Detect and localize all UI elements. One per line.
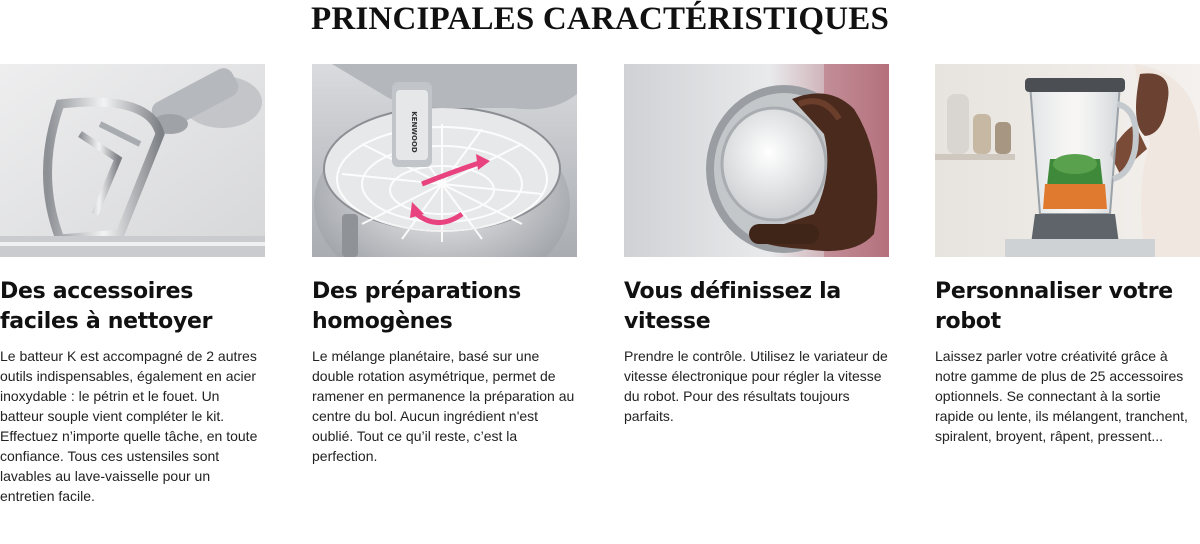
speed-dial-icon <box>624 64 889 257</box>
feature-image-planetary <box>312 64 577 257</box>
feature-image-blender <box>935 64 1200 257</box>
feature-title: Des accessoires faciles à nettoyer <box>0 279 213 334</box>
section-title: PRINCIPALES CARACTÉRISTIQUES <box>310 1 890 37</box>
feature-title: Des préparations homogènes <box>312 279 521 334</box>
feature-description: Le mélange planétaire, basé sur une double rotation asymétrique, permet de ramener en permanence la préparation au centre du bol. Aucun ingrédient n'est oublié. Tout ce qu’il reste, c’est la perfection. <box>312 348 575 464</box>
k-beater-icon <box>0 64 265 257</box>
feature-description: Le batteur K est accompagné de 2 autres outils indispensables, également en acier inoxydable : le pétrin et le fouet. Un batteur souple vient compléter le kit. Effectuez n’importe quelle tâche, en toute confiance. Tous ces ustensiles sont lavables au lave-vaisselle pour un entretien facile. <box>0 348 258 504</box>
planetary-mixing-icon <box>312 64 577 257</box>
feature-card-planetary <box>312 64 577 466</box>
feature-card-speed <box>624 64 889 426</box>
feature-card-customize <box>935 64 1200 446</box>
feature-description: Prendre le contrôle. Utilisez le variateur de vitesse électronique pour régler la vitesse du robot. Pour des résultats toujours parfaits. <box>624 348 888 424</box>
feature-card-accessories <box>0 64 265 506</box>
brand-mark: KENWOOD <box>410 111 418 153</box>
feature-description: Laissez parler votre créativité grâce à notre gamme de plus de 25 accessoires optionnels. Se connectant à la sortie rapide ou lente, ils mélangent, tranchent, spiralent, broyent, râpent, pressent... <box>935 348 1188 444</box>
feature-image-k-beater <box>0 64 265 257</box>
feature-title: Vous définissez la vitesse <box>624 279 841 334</box>
feature-image-speed-dial <box>624 64 889 257</box>
feature-title: Personnaliser votre robot <box>935 279 1173 334</box>
blender-icon <box>935 64 1200 257</box>
